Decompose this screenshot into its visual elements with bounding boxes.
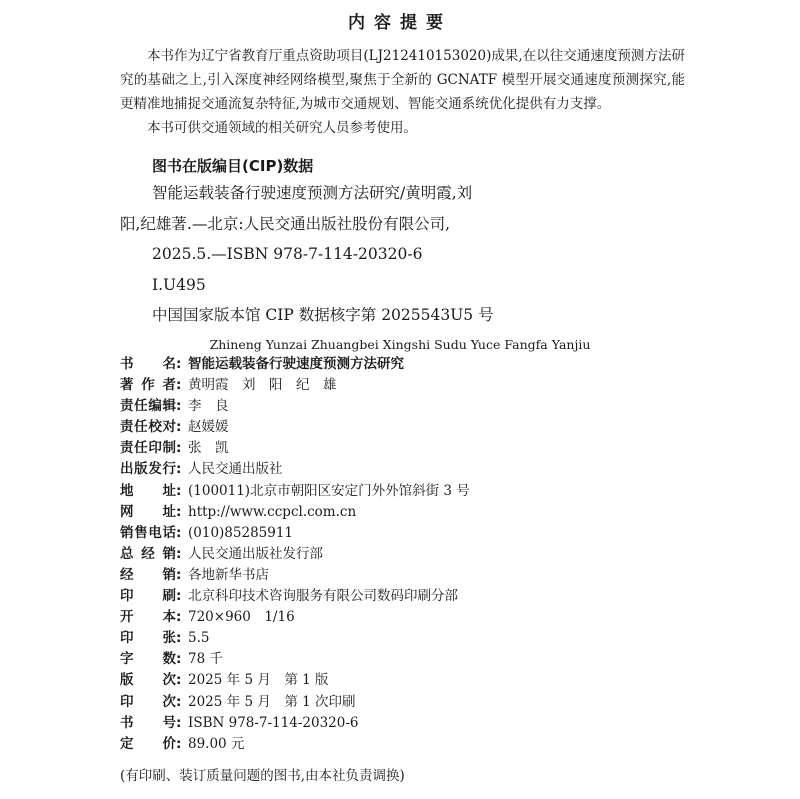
info-colon: : [176,482,182,499]
info-row [120,670,470,691]
info-label: 责任校对 [120,419,176,436]
info-row [120,649,470,670]
info-value: 720×960 1/16 [188,609,295,626]
info-value: 人民交通出版社发行部 [188,545,323,562]
info-row [120,713,470,734]
info-row [120,481,470,502]
info-label: 网址 [120,503,176,520]
info-value: 2025 年 5 月 第 1 次印刷 [188,693,356,710]
info-row [120,607,470,628]
info-row [120,565,470,586]
info-colon: : [176,735,182,752]
info-colon: : [176,545,182,562]
info-label: 印张 [120,630,176,647]
info-colon: : [176,714,182,731]
info-label: 责任印制 [120,440,176,457]
cip-heading: 图书在版编目(CIP)数据 [152,157,314,175]
info-colon: : [176,440,182,457]
info-value: (010)85285911 [188,524,294,541]
info-row [120,544,470,565]
info-colon: : [176,356,182,372]
info-colon: : [176,419,182,436]
book-info-list [120,354,470,755]
info-label: 总经销 [120,545,176,562]
info-label: 字数 [120,651,176,668]
info-colon: : [176,461,182,478]
info-value: 各地新华书店 [188,566,269,583]
info-value: 张 凯 [188,440,229,457]
cip-line: 2025.5.—ISBN 978-7-114-20320-6 [152,245,423,263]
info-row [120,502,470,523]
info-colon: : [176,630,182,647]
info-row [120,417,470,438]
info-label: 开本 [120,609,176,626]
info-colon: : [176,672,182,689]
info-label: 书号 [120,714,176,731]
info-label: 著作者 [120,377,176,394]
info-colon: : [176,693,182,710]
info-row [120,354,470,375]
info-value: 5.5 [188,630,210,647]
info-row [120,734,470,755]
info-label: 地址 [120,482,176,499]
info-row [120,438,470,459]
info-label: 责任编辑 [120,398,176,415]
info-colon: : [176,377,182,394]
info-value: 赵媛媛 [188,419,229,436]
info-value: http://www.ccpcl.com.cn [188,503,357,520]
info-value: ISBN 978-7-114-20320-6 [188,714,359,731]
info-value: 人民交通出版社 [188,461,283,478]
summary-text [120,44,685,140]
info-colon: : [176,524,182,541]
info-label: 经销 [120,566,176,583]
info-value: 2025 年 5 月 第 1 版 [188,672,329,689]
info-label: 印次 [120,693,176,710]
info-label: 定价 [120,735,176,752]
summary-paragraph: 本书作为辽宁省教育厅重点资助项目(LJ212410153020)成果,在以往交通速度预测方法研究的基础之上,引入深度神经网络模型,聚焦于全新的 GCNATF 模型开展交通速度预测探究,能更精准地捕捉交通流复杂特征,为城市交通规划、智能交通系统优化提供有力支撑。 [120,48,685,112]
info-label: 销售电话 [120,524,176,541]
pinyin-title: Zhineng Yunzai Zhuangbei Xingshi Sudu Yuce Fangfa Yanjiu [209,337,591,352]
info-label: 出版发行 [120,461,176,478]
cip-data-block [120,178,700,331]
info-row [120,692,470,713]
info-label: 书名 [120,356,176,372]
info-value: 黄明霞 刘 阳 纪 雄 [188,377,337,394]
summary-paragraph: 本书可供交通领域的相关研究人员参考使用。 [147,120,417,136]
info-row [120,628,470,649]
info-colon: : [176,609,182,626]
info-value: 北京科印技术咨询服务有限公司数码印刷分部 [188,588,458,605]
info-colon: : [176,566,182,583]
info-value: 78 千 [188,651,223,668]
cip-line: Ⅰ.U495 [152,275,206,294]
cip-line: 智能运载装备行驶速度预测方法研究/黄明霞,刘 [152,184,473,202]
info-colon: : [176,651,182,668]
info-value: 智能运载装备行驶速度预测方法研究 [188,356,404,372]
info-label: 版次 [120,672,176,689]
cip-line: 阳,纪雄著.—北京:人民交通出版社股份有限公司, [120,214,451,233]
info-row [120,586,470,607]
info-row [120,523,470,544]
quality-note: (有印刷、装订质量问题的图书,由本社负责调换) [120,768,405,784]
cip-line: 中国国家版本馆 CIP 数据核字第 2025543U5 号 [152,306,494,324]
info-colon: : [176,398,182,415]
info-colon: : [176,588,182,605]
info-row [120,459,470,480]
info-colon: : [176,503,182,520]
info-value: (100011)北京市朝阳区安定门外外馆斜街 3 号 [188,482,470,499]
info-row [120,396,470,417]
info-label: 印刷 [120,588,176,605]
info-row [120,375,470,396]
info-value: 89.00 元 [188,735,245,752]
info-value: 李 良 [188,398,229,415]
summary-title: 内容提要 [348,13,452,33]
